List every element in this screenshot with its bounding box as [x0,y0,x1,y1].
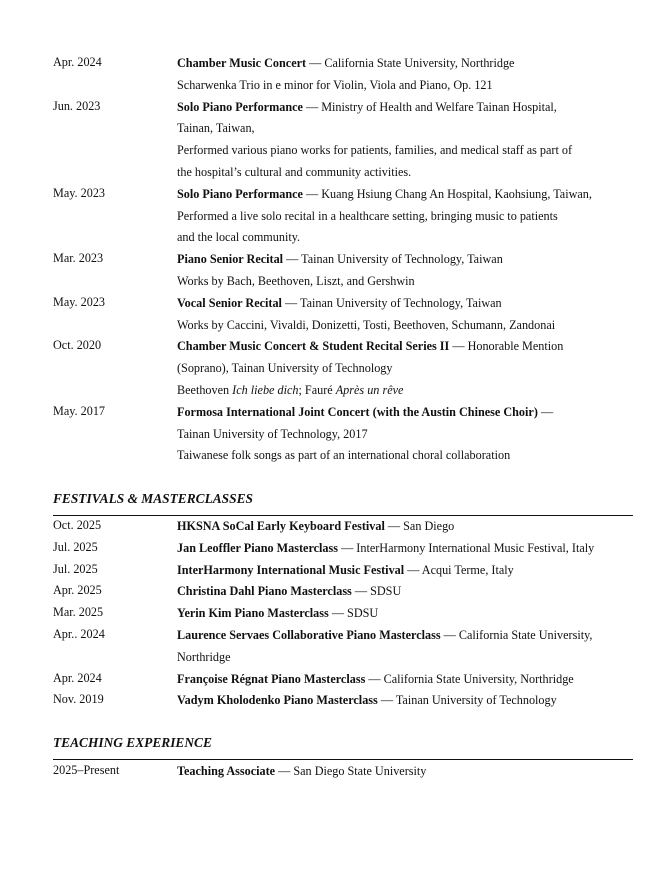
entry-venue: — Acqui Terme, Italy [404,562,514,577]
entry-description [177,763,617,785]
entry-venue: — InterHarmony International Music Festival, Italy [338,540,595,555]
entry-title: Vadym Kholodenko Piano Masterclass [177,693,378,708]
entry-detail: Northridge [177,649,231,664]
entry-line [177,186,617,208]
entry-date: Nov. 2019 [53,692,104,707]
entry-line [177,77,617,99]
entry-detail: and the local community. [177,230,301,245]
entry-line [177,338,617,360]
work-title: Ich liebe dich [232,382,299,397]
entry-venue: — Tainan University of Technology [377,693,557,708]
entry-line [177,142,617,164]
entry-detail: Performed various piano works for patients, families, and medical staff as part of [177,143,573,158]
entry-detail: Taiwanese folk songs as part of an international choral collaboration [177,448,511,463]
entry-venue: — San Diego State University [275,764,427,778]
entry-date: Apr. 2025 [53,583,102,598]
entry-description [177,562,617,584]
entry-title: Françoise Régnat Piano Masterclass [177,671,366,686]
entry-line [177,120,617,142]
entry-description [177,671,617,693]
entry-title: Vocal Senior Recital [177,295,282,310]
entry-line [177,99,617,121]
entry-line [177,317,617,339]
entry-venue: — Ministry of Health and Welfare Tainan Hospital, [302,99,557,114]
entry-venue: — California State University, Northridge [365,671,574,686]
entry-date: May. 2017 [53,403,106,418]
entry-title: Yerin Kim Piano Masterclass [177,606,329,621]
entry-venue: — Kuang Hsiung Chang An Hospital, Kaohsiung, Taiwan, [302,186,592,201]
entry-description [177,404,617,469]
entry-line [177,426,617,448]
entry-date: Oct. 2025 [53,518,102,532]
entry-detail: the hospital’s cultural and community activities. [177,164,412,179]
entry-description [177,338,617,403]
entry-line [177,671,617,693]
entry-line [177,251,617,273]
teaching-heading: TEACHING EXPERIENCE [53,735,212,750]
entry-description [177,692,617,714]
entry-title: InterHarmony International Music Festival [177,562,405,577]
entry-detail: Tainan University of Technology, 2017 [177,426,368,441]
entry-venue: — Tainan University of Technology, Taiwan [281,295,502,310]
entry-title: Solo Piano Performance [177,186,303,201]
entry-date: Jun. 2023 [53,98,101,113]
festivals-heading: FESTIVALS & MASTERCLASSES [53,491,253,506]
entry-line [177,540,617,562]
entry-venue: — SDSU [328,606,379,621]
entry-date: Mar. 2025 [53,605,104,620]
entry-title: Teaching Associate [177,764,276,778]
entry-description [177,186,617,251]
entry-line [177,273,617,295]
entry-title: Chamber Music Concert & Student Recital Series II [177,339,450,354]
teaching-divider [53,759,633,760]
entry-line [177,649,617,671]
entry-line [177,229,617,251]
entry-detail: Scharwenka Trio in e minor for Violin, Viola and Piano, Op. 121 [177,77,493,92]
entry-detail: Performed a live solo recital in a healthcare setting, bringing music to patients [177,208,558,223]
entry-line [177,295,617,317]
entry-detail: Tainan, Taiwan, [177,121,255,136]
entry-line [177,562,617,584]
entry-venue: — San Diego [384,519,455,533]
entry-title: Chamber Music Concert [177,56,307,70]
work-title: Après un rêve [335,382,404,397]
entry-detail: Works by Bach, Beethoven, Liszt, and Gershwin [177,273,415,288]
entry-description [177,540,617,562]
entry-title: Christina Dahl Piano Masterclass [177,584,352,599]
entry-detail: Beethoven [177,382,233,397]
entry-description [177,627,617,671]
entry-description [177,55,617,99]
entry-date: 2025–Present [53,763,120,777]
entry-title: Piano Senior Recital [177,252,284,267]
entry-line [177,447,617,469]
entry-venue: — [537,404,554,419]
entry-date: May. 2023 [53,185,106,200]
entry-date: Oct. 2020 [53,338,102,353]
entry-line [177,692,617,714]
entry-description [177,605,617,627]
entry-venue: — Honorable Mention [449,339,564,354]
entry-detail: (Soprano), Tainan University of Technology [177,361,393,376]
entry-date: May. 2023 [53,294,106,309]
entry-title: HKSNA SoCal Early Keyboard Festival [177,519,385,533]
entry-line [177,208,617,230]
entry-line [177,763,617,785]
entry-detail: Works by Caccini, Vivaldi, Donizetti, Tosti, Beethoven, Schumann, Zandonai [177,317,556,332]
entry-description [177,99,617,186]
entry-line [177,360,617,382]
entry-venue: — SDSU [351,584,402,599]
entry-line [177,164,617,186]
entry-title: Solo Piano Performance [177,99,303,114]
entry-description [177,518,617,540]
entry-line [177,605,617,627]
entry-description [177,583,617,605]
entry-line [177,583,617,605]
entry-title: Jan Leoffler Piano Masterclass [177,540,339,555]
entry-date: Mar. 2023 [53,251,104,266]
festivals-divider [53,515,633,516]
entry-description [177,251,617,295]
entry-detail: ; Fauré [298,382,336,397]
entry-line [177,627,617,649]
entry-date: Jul. 2025 [53,539,98,554]
entry-venue: — California State University, Northridge [306,56,515,70]
entry-date: Jul. 2025 [53,561,98,576]
entry-venue: — California State University, [440,628,593,642]
entry-title: Laurence Servaes Collaborative Piano Masterclass [177,628,441,642]
entry-date: Apr. 2024 [53,670,102,685]
entry-line [177,404,617,426]
entry-date: Apr.. 2024 [53,627,105,641]
entry-line [177,518,617,540]
entry-line [177,382,617,404]
entry-title: Formosa International Joint Concert (with the Austin Chinese Choir) [177,404,538,419]
entry-description [177,295,617,339]
entry-line [177,55,617,77]
entry-venue: — Tainan University of Technology, Taiwan [283,252,503,267]
entry-date: Apr. 2024 [53,55,102,69]
